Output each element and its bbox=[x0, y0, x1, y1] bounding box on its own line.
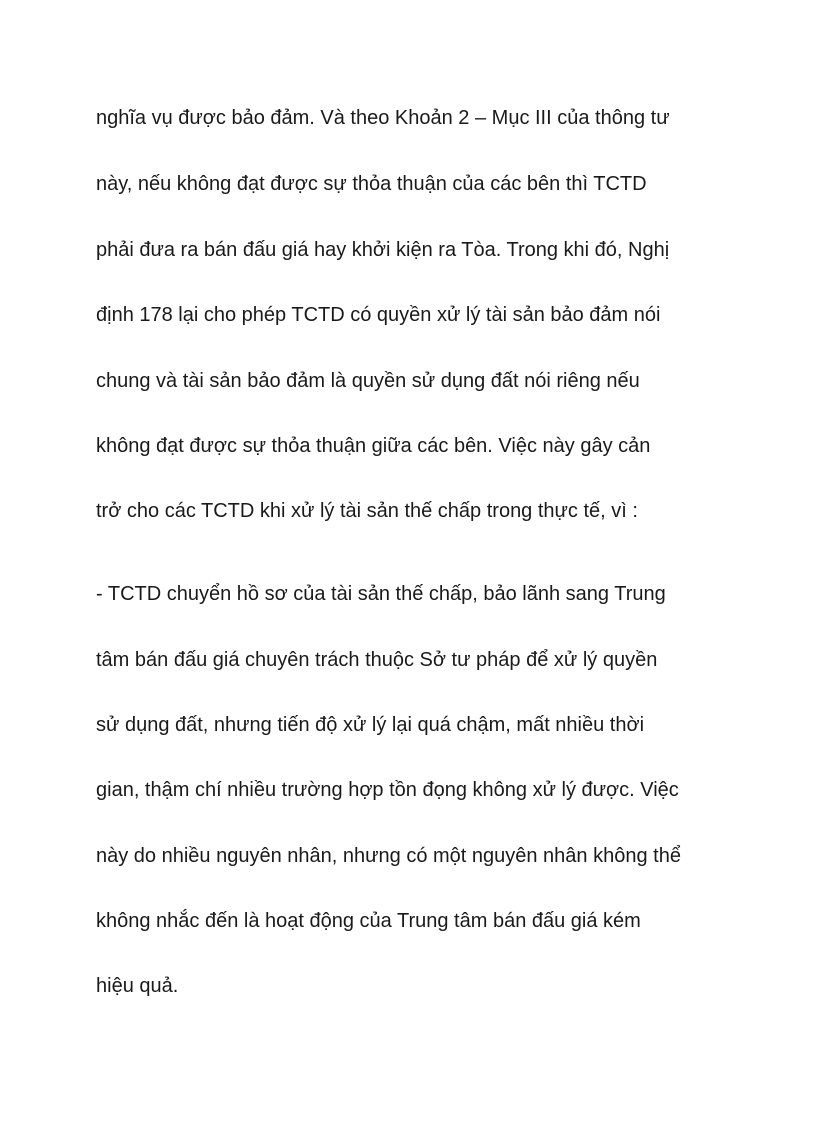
paragraph-2-line-5: này do nhiều nguyên nhân, nhưng có một nguyên nhân không thể bbox=[96, 845, 681, 867]
paragraph-2-line-2: tâm bán đấu giá chuyên trách thuộc Sở tư pháp để xử lý quyền bbox=[96, 649, 658, 671]
paragraph-2-line-4: gian, thậm chí nhiều trường hợp tồn đọng không xử lý được. Việc bbox=[96, 779, 679, 801]
paragraph-1-line-6: không đạt được sự thỏa thuận giữa các bên. Việc này gây cản bbox=[96, 435, 651, 457]
paragraph-1-line-3: phải đưa ra bán đấu giá hay khởi kiện ra Tòa. Trong khi đó, Nghị bbox=[96, 239, 670, 261]
paragraph-1-line-4: định 178 lại cho phép TCTD có quyền xử lý tài sản bảo đảm nói bbox=[96, 304, 661, 326]
paragraph-1-line-1: nghĩa vụ được bảo đảm. Và theo Khoản 2 – Mục III của thông tư bbox=[96, 107, 670, 129]
paragraph-1-line-5: chung và tài sản bảo đảm là quyền sử dụng đất nói riêng nếu bbox=[96, 370, 640, 392]
paragraph-1-line-2: này, nếu không đạt được sự thỏa thuận của các bên thì TCTD bbox=[96, 173, 647, 195]
paragraph-1-line-7: trở cho các TCTD khi xử lý tài sản thế chấp trong thực tế, vì : bbox=[96, 500, 638, 522]
paragraph-2-line-7: hiệu quả. bbox=[96, 975, 179, 997]
paragraph-2-line-6: không nhắc đến là hoạt động của Trung tâm bán đấu giá kém bbox=[96, 910, 641, 932]
paragraph-2-line-3: sử dụng đất, nhưng tiến độ xử lý lại quá chậm, mất nhiều thời bbox=[96, 714, 645, 736]
paragraph-2-line-1: - TCTD chuyển hồ sơ của tài sản thế chấp, bảo lãnh sang Trung bbox=[96, 583, 666, 605]
